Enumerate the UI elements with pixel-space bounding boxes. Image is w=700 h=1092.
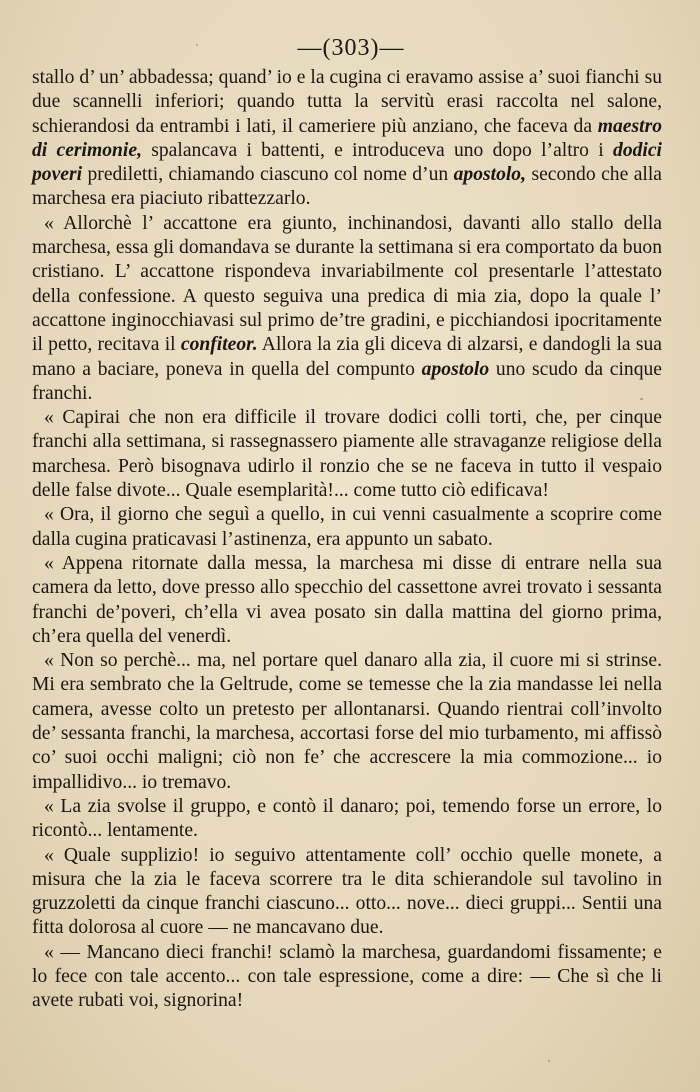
paragraph [32,552,662,649]
paragraph [32,503,662,552]
italic-text: apostolo [421,358,490,380]
paper-speck [640,398,643,400]
italic-text: maestro di cerimonie, [32,115,662,161]
text-run: secondo che alla marchesa era piaciuto ribattezzarlo. [32,164,662,210]
text-run: « Allorchè l’ accattone era giunto, inchinandosi, davanti allo stallo della marchesa, essa gli domandava se durante la settimana si era comportato da buon cristiano. L’ accattone rispondeva invariabilmente col presentarle l’attestato della confessione. A questo seguiva una predica di mia zia, dopo la quale l’ accattone inginocchiavasi sul primo de’tre gradini, e picchiandosi ipocritamente il petto, recitava il [32,212,662,356]
paragraph [32,66,662,212]
text-run: Allora la zia gli diceva di alzarsi, e dandogli la sua mano a baciare, poneva in quella del compunto [32,334,662,380]
paper-speck [548,1060,550,1062]
text-run: uno scudo da cinque franchi. [32,358,662,404]
text-run: stallo d’ un’ abbadessa; quand’ io e la cugina ci eravamo assise a’ suoi fianchi su due scannelli inferiori; quando tutta la servitù erasi raccolta nel salone, schierandosi da entrambi i lati, il cameriere più anziano, che faceva da [32,67,662,137]
text-run: spalancava i battenti, e introduceva uno dopo l’altro i [141,139,614,161]
italic-text: confiteor. [180,334,258,356]
paper-speck [196,44,198,46]
paragraph [32,649,662,795]
text-run: prediletti, chiamando ciascuno col nome d’un [82,164,454,186]
italic-text: dodici poveri [32,139,662,186]
paragraph [32,844,662,941]
text-run: « Ora, il giorno che seguì a quello, in cui venni casualmente a scoprire come dalla cugina praticavasi l’astinenza, era appunto un sabato. [32,504,662,550]
paragraph [32,212,662,406]
italic-text: apostolo, [453,164,527,186]
page-number: —(303)— [297,35,405,61]
text-run: « La zia svolse il gruppo, e contò il danaro; poi, temendo forse un errore, lo ricontò... lentamente. [32,795,662,842]
paragraph [32,795,662,844]
text-run: « Quale supplizio! io seguivo attentamente coll’ occhio quelle monete, a misura che la zia le faceva scorrere tra le dita schierandole sul tavolino in gruzzoletti da cinque franchi ciascuno... otto... nove... dieci gruppi... Sentii una fitta dolorosa al cuore — ne mancavano due. [32,844,662,939]
text-run: « Non so perchè... ma, nel portare quel danaro alla zia, il cuore mi si strinse. Mi era sembrato che la Geltrude, come se temesse che la zia mandasse lei nella camera, avesse colto un pretesto per allontanarsi. Quando rientrai coll’involto de’ sessanta franchi, la marchesa, accortasi forse del mio turbamento, mi affissò co’ suoi occhi maligni; ciò non fe’ che accrescere la mia commozione... io impallidivo... io tremavo. [32,650,662,793]
body-text [32,66,662,1014]
text-run: « — Mancano dieci franchi! sclamò la marchesa, guardandomi fissamente; e lo fece con tale accento... con tale espressione, come a dire: — Che sì che li avete rubati voi, signorina! [32,941,662,1012]
paragraph [32,941,662,1014]
text-run: « Appena ritornate dalla messa, la marchesa mi disse di entrare nella sua camera da letto, dove presso allo specchio del cassettone avrei trovato i sessanta franchi de’poveri, ch’ella vi avea posato sin dalla mattina del giorno prima, ch’era quella del venerdì. [32,552,662,647]
text-run: « Capirai che non era difficile il trovare dodici colli torti, che, per cinque franchi alla settimana, si rassegnassero piamente alle stravaganze religiose della marchesa. Però bisognava udirlo il ronzio che se ne faceva in tutto il vespaio delle false divote... Quale esemplarità!... come tutto ciò edificava! [32,407,662,502]
paragraph [32,406,662,503]
